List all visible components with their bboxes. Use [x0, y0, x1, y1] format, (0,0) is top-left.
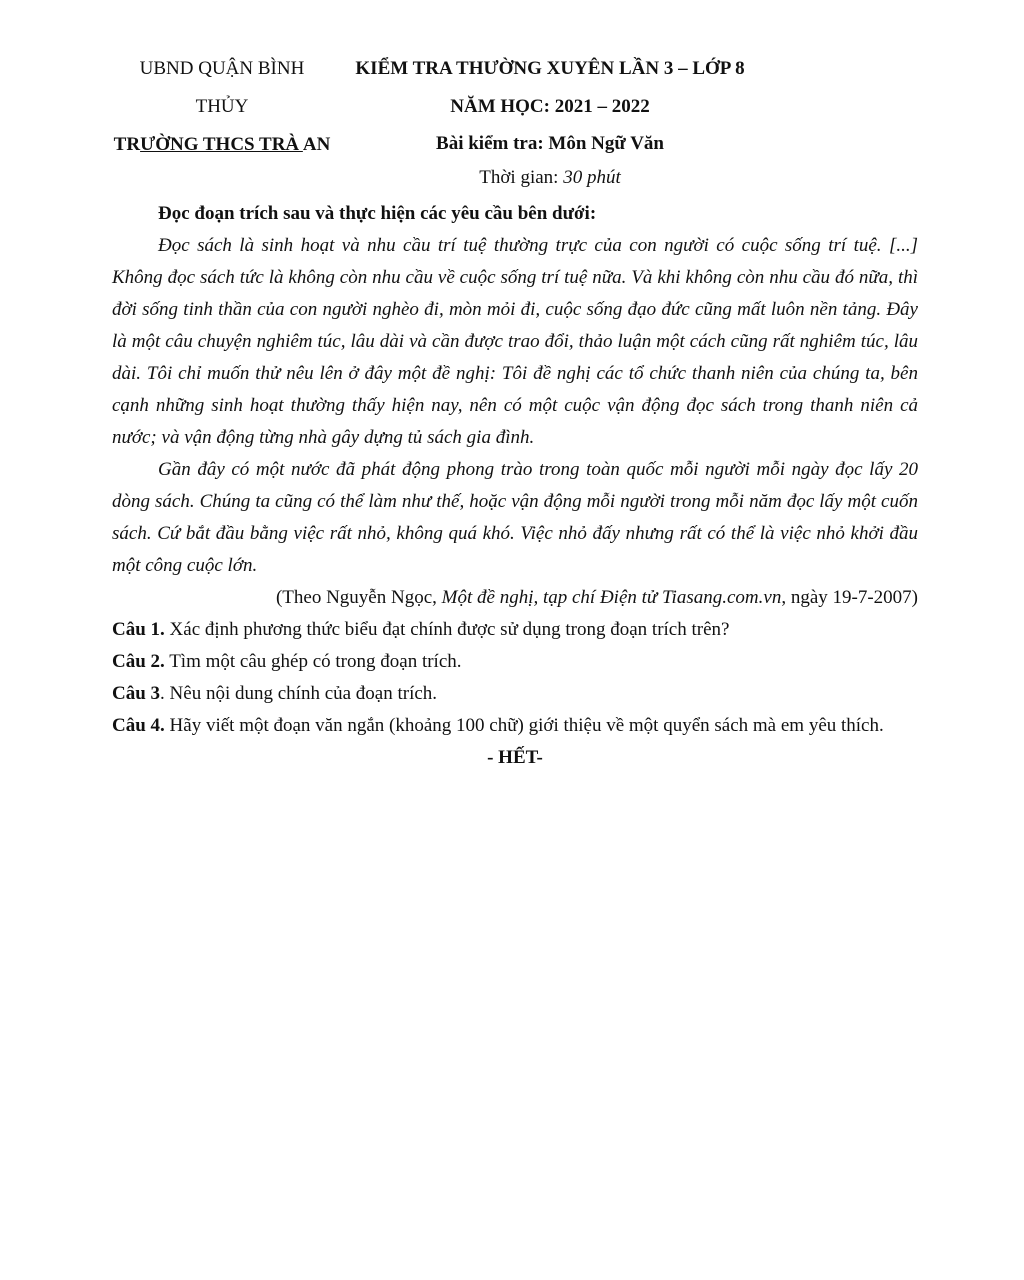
- question-text: Hãy viết một đoạn văn ngắn (khoảng 100 chữ) giới thiệu về một quyển sách mà em yêu thích.: [164, 715, 884, 736]
- exam-title: KIỂM TRA THƯỜNG XUYÊN LẦN 3 – LỚP 8: [355, 58, 745, 79]
- question-text: . Nêu nội dung chính của đoạn trích.: [160, 683, 438, 704]
- source-suffix: , ngày 19-7-2007): [781, 587, 918, 608]
- header-right: [350, 50, 750, 126]
- time-line: [350, 161, 750, 195]
- end-mark: - HẾT-: [487, 747, 543, 768]
- source-citation: [112, 582, 918, 614]
- school-name-prefix: TR: [113, 134, 141, 155]
- question-3: [112, 678, 918, 710]
- passage-paragraph-1: Đọc sách là sinh hoạt và nhu cầu trí tuệ thường trực của con người có cuộc sống trí tuệ. [...] Không đọc sách tức là không còn nhu cầu về cuộc sống trí tuệ nữa. Và khi không còn nhu cầu đó nữa, thì đời sống tinh thần của con người nghèo đi, mòn mỏi đi, cuộc sống đạo đức cũng mất luôn nền tảng. Đây là một câu chuyện nghiêm túc, lâu dài và cần được trao đổi, thảo luận một cách cũng rất nghiêm túc, lâu dài. Tôi chỉ muốn thử nêu lên ở đây một đề nghị: Tôi đề nghị các tổ chức thanh niên của chúng ta, bên cạnh những sinh hoạt thường thấy hiện nay, nên có một cuộc vận động đọc sách trong thanh niên cả nước; và vận động từng nhà gây dựng tủ sách gia đình.: [112, 235, 918, 448]
- time-value: 30 phút: [563, 167, 621, 188]
- question-text: Tìm một câu ghép có trong đoạn trích.: [164, 651, 462, 672]
- exam-subtitle: [350, 127, 750, 195]
- question-4: [112, 710, 918, 742]
- passage: [112, 230, 918, 582]
- school-year: NĂM HỌC: 2021 – 2022: [450, 96, 650, 117]
- question-label: Câu 2.: [112, 651, 165, 672]
- question-label: Câu 1.: [112, 619, 165, 640]
- question-label: Câu 3: [112, 683, 161, 704]
- test-subject: Bài kiểm tra: Môn Ngữ Văn: [436, 133, 664, 154]
- exam-body: [112, 198, 918, 774]
- question-text: Xác định phương thức biểu đạt chính được sử dụng trong đoạn trích trên?: [164, 619, 730, 640]
- question-label: Câu 4.: [112, 715, 165, 736]
- instruction: Đọc đoạn trích sau và thực hiện các yêu cầu bên dưới:: [158, 203, 597, 224]
- source-prefix: (Theo Nguyễn Ngọc,: [275, 587, 442, 608]
- school-name-underlined: ƯỜNG THCS TRÀ: [140, 134, 303, 155]
- district-name: UBND QUẬN BÌNH THỦY: [139, 58, 305, 117]
- passage-paragraph-2: Gần đây có một nước đã phát động phong trào trong toàn quốc mỗi người mỗi ngày đọc lấy 20 dòng sách. Chúng ta cũng có thể làm như thế, hoặc vận động mỗi người trong mỗi năm đọc lấy một cuốn sách. Cứ bắt đầu bằng việc rất nhỏ, không quá khó. Việc nhỏ đấy nhưng rất có thể là việc nhỏ khởi đầu một công cuộc lớn.: [112, 459, 918, 576]
- question-1: [112, 614, 918, 646]
- school-name-suffix: AN: [302, 134, 331, 155]
- question-list: [112, 614, 918, 742]
- time-label: Thời gian:: [479, 167, 564, 188]
- source-italic: Một đề nghị, tạp chí Điện tử Tiasang.com.vn: [441, 587, 782, 608]
- question-2: [112, 646, 918, 678]
- header-left: [112, 50, 332, 164]
- school-name: [112, 126, 332, 164]
